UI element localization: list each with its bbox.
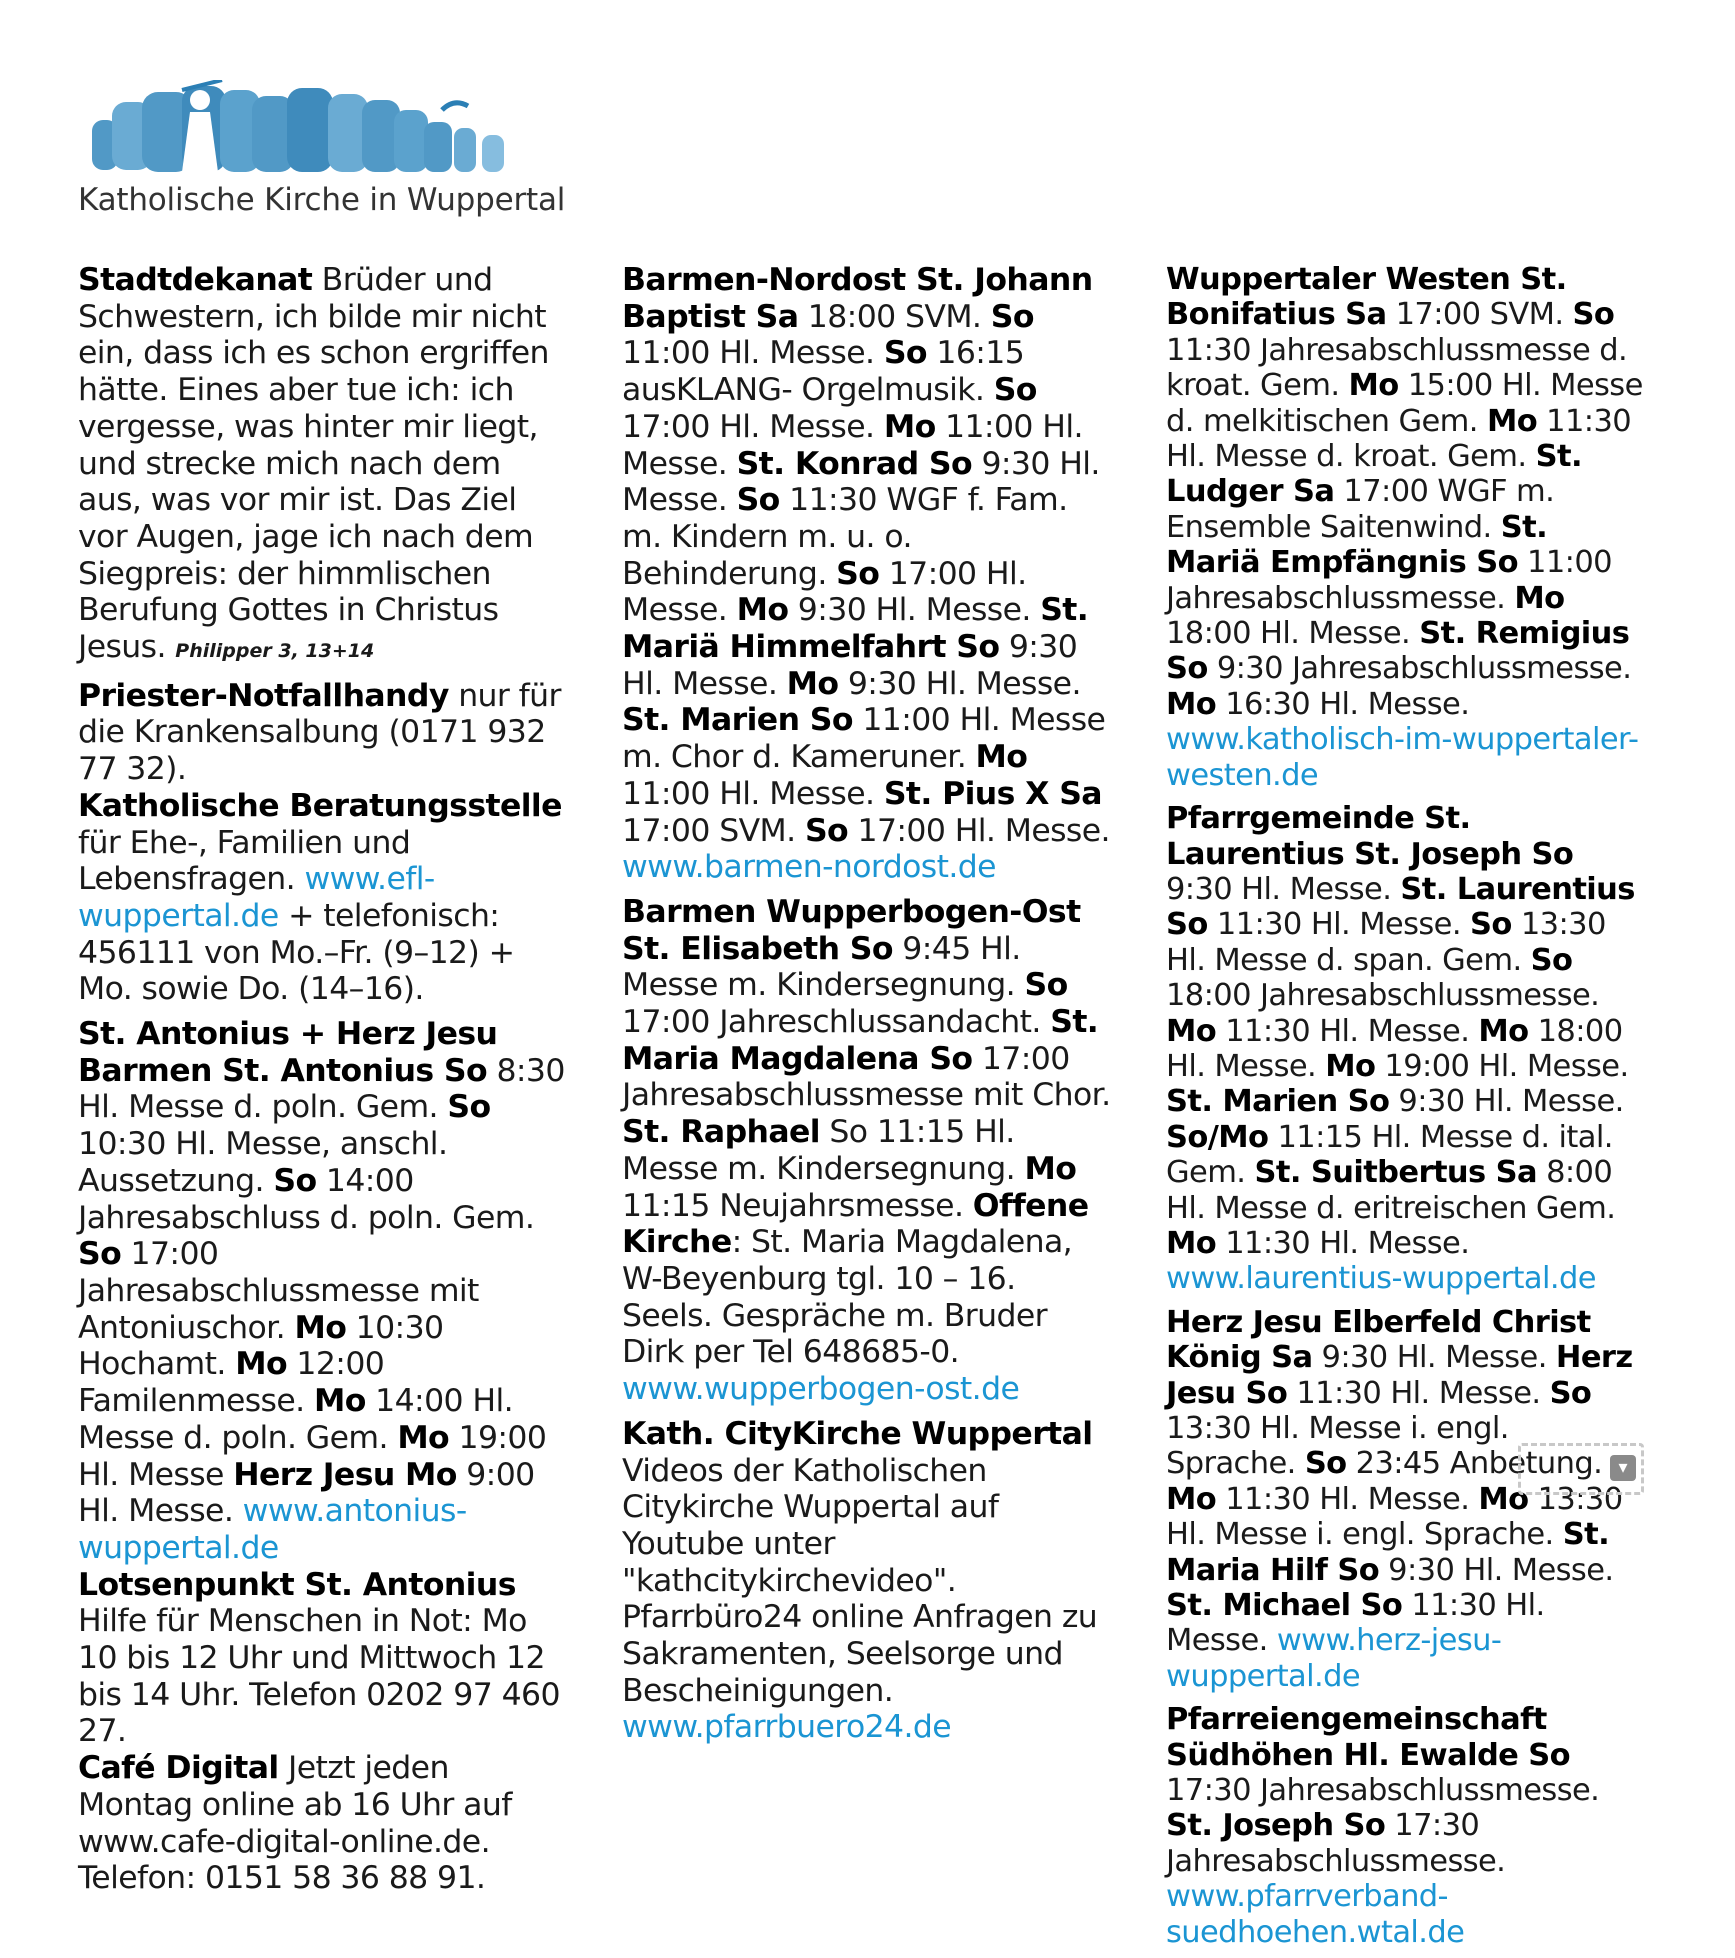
text: 11:30 Hl. Messe. bbox=[1166, 1588, 1545, 1659]
bold-label: Mo bbox=[1166, 1225, 1217, 1261]
chevron-down-icon[interactable]: ▾ bbox=[1610, 1455, 1636, 1481]
bold-label: St. Marien So bbox=[622, 702, 853, 739]
bold-label: So bbox=[990, 298, 1034, 335]
section-title: Kath. CityKirche Wuppertal bbox=[622, 1415, 1093, 1452]
bold-label: Mo bbox=[1478, 1013, 1529, 1049]
text: 9:30 Hl. Messe. bbox=[1166, 871, 1401, 907]
section-title: Lotsenpunkt St. Antonius bbox=[78, 1566, 516, 1603]
bold-label: Mo bbox=[736, 592, 789, 629]
bold-label: So bbox=[1549, 1375, 1592, 1411]
bold-label: Herz Jesu So bbox=[1166, 1340, 1633, 1411]
section-herz-jesu-elberfeld bbox=[1166, 1305, 1646, 1694]
bold-label: Herz Jesu Mo bbox=[233, 1456, 457, 1493]
bible-citation: Philipper 3, 13+14 bbox=[175, 640, 375, 663]
bold-label: St. Joseph So bbox=[1166, 1808, 1386, 1844]
section-text: Jetzt jeden Montag online ab 16 Uhr auf www.cafe-digital-online.de. Telefon: 0151 58 36 88 91. bbox=[78, 1750, 512, 1897]
bold-label: Mo bbox=[1348, 368, 1399, 404]
suedhoehen-link[interactable]: www.pfarrverband-suedhoehen.wtal.de bbox=[1166, 1879, 1465, 1950]
bold-label: St. Remigius So bbox=[1166, 616, 1630, 687]
bold-label: Herz Jesu Elberfeld Christ König Sa bbox=[1166, 1304, 1591, 1376]
bold-label: So bbox=[1530, 942, 1573, 978]
text: 18:00 SVM. bbox=[798, 298, 991, 335]
bold-label: Mo bbox=[1325, 1048, 1376, 1084]
bold-label: So bbox=[273, 1162, 317, 1199]
text: 11:00 Hl. Messe. bbox=[622, 335, 884, 372]
bold-label: Pfarrgemeinde St. Laurentius St. Joseph So bbox=[1166, 801, 1574, 872]
section-text: + telefonisch: 456111 von Mo.–Fr. (9–12) + Mo. sowie Do. (14–16). bbox=[78, 897, 515, 1008]
bold-label: So bbox=[447, 1089, 491, 1126]
text: 11:30 Hl. Messe d. kroat. Gem. bbox=[1166, 403, 1632, 475]
crowd-logo-icon bbox=[82, 80, 532, 180]
text: 18:00 Hl. Messe. bbox=[1166, 616, 1420, 652]
bold-label: So bbox=[1572, 297, 1615, 333]
column-1 bbox=[78, 262, 568, 1905]
bold-label: St. Antonius + Herz Jesu Barmen St. Antonius So bbox=[78, 1016, 498, 1089]
text: 19:00 Hl. Messe bbox=[78, 1419, 547, 1493]
text: 17:00 Hl. Messe. bbox=[622, 408, 884, 445]
section-wupperbogen-ost bbox=[622, 894, 1112, 1408]
section-title: Katholische Beratungsstelle bbox=[78, 787, 562, 824]
text: 9:30 Hl. Messe. bbox=[1312, 1340, 1556, 1376]
section-text: Brüder und Schwestern, ich bilde mir nicht ein, dass ich es schon ergriffen hätte. Eines aber tue ich: ich vergesse, was hinter mir liegt, und strecke mich nach dem aus, was vor mir ist. Das Ziel vor Augen, jage ich nach dem Siegpreis: der himmlischen Berufung Gottes in Christus Jesus. bbox=[78, 262, 549, 666]
section-stadtdekanat bbox=[78, 262, 568, 670]
bold-label: Mo bbox=[1166, 1481, 1217, 1517]
bold-label: Wuppertaler Westen St. Bonifatius Sa bbox=[1166, 262, 1567, 333]
text: 17:00 Jahreschlussandacht. bbox=[622, 1004, 1051, 1041]
bold-label: Offene Kirche bbox=[622, 1187, 1089, 1261]
section-beratungsstelle bbox=[78, 788, 568, 1008]
text: 9:30 Hl. Messe. bbox=[1389, 1084, 1624, 1120]
pfarrbuero24-link[interactable]: www.pfarrbuero24.de bbox=[622, 1709, 952, 1746]
text: 15:00 Hl. Messe d. melkitischen Gem. bbox=[1166, 368, 1643, 439]
bold-label: St. Marien So bbox=[1166, 1084, 1390, 1120]
bold-label: St. Mariä Empfängnis So bbox=[1166, 509, 1548, 581]
text: 17:00 SVM. bbox=[1386, 297, 1573, 333]
bold-label: Mo bbox=[1166, 686, 1217, 722]
section-title: Stadtdekanat bbox=[78, 262, 313, 298]
text: 9:30 Hl. Messe. bbox=[788, 592, 1041, 629]
text: 11:00 Hl. Messe. bbox=[622, 408, 1083, 482]
bold-label: So bbox=[804, 812, 849, 849]
bold-label: So bbox=[1024, 967, 1068, 1004]
text: 11:30 WGF f. Fam. m. Kindern m. u. o. Behinderung. bbox=[622, 482, 1068, 592]
text: 12:00 Familenmesse. bbox=[78, 1346, 385, 1420]
text: 13:30 Hl. Messe i. engl. Sprache. bbox=[1166, 1481, 1623, 1553]
text: 23:45 Anbetung. bbox=[1346, 1446, 1603, 1482]
bold-label: St. Konrad So bbox=[736, 445, 973, 482]
barmen-nordost-link[interactable]: www.barmen-nordost.de bbox=[622, 849, 996, 886]
section-text: Hilfe für Menschen in Not: Mo 10 bis 12 Uhr und Mittwoch 12 bis 14 Uhr. Telefon 0202 97 460 27. bbox=[78, 1603, 560, 1750]
org-name: Katholische Kirche in Wuppertal bbox=[78, 182, 566, 218]
bold-label: Mo bbox=[1478, 1481, 1529, 1517]
section-barmen-nordost bbox=[622, 262, 1112, 886]
bold-label: St. Maria Magdalena So bbox=[622, 1004, 1099, 1077]
text: 17:00 Hl. Messe. bbox=[848, 812, 1110, 849]
text: 18:00 Jahresabschlussmesse. bbox=[1166, 978, 1600, 1014]
bold-label: Pfarreiengemeinschaft Südhöhen Hl. Ewalde So bbox=[1166, 1702, 1571, 1773]
bold-label: Barmen Wupperbogen-Ost St. Elisabeth So bbox=[622, 893, 1081, 967]
text: 9:45 Hl. Messe m. Kindersegnung. bbox=[622, 930, 1025, 1004]
selection-dropdown-widget[interactable] bbox=[1518, 1443, 1644, 1495]
bold-label: Mo bbox=[397, 1419, 450, 1456]
column-3 bbox=[1166, 262, 1646, 1958]
text: 9:30 Jahresabschlussmesse. bbox=[1207, 651, 1632, 687]
text: 14:00 Hl. Messe d. poln. Gem. bbox=[78, 1383, 514, 1456]
section-text: für Ehe-, Familien und Lebensfragen. bbox=[78, 824, 411, 898]
bold-label: Mo bbox=[883, 408, 936, 445]
text: 10:30 Hochamt. bbox=[78, 1309, 444, 1383]
text: 11:15 Hl. Messe d. ital. Gem. bbox=[1166, 1119, 1613, 1191]
text: 10:30 Hl. Messe, anschl. Aussetzung. bbox=[78, 1126, 448, 1199]
bold-label: So/Mo bbox=[1166, 1119, 1269, 1155]
text: 17:30 Jahresabschlussmesse. bbox=[1166, 1808, 1506, 1879]
text: 17:30 Jahresabschlussmesse. bbox=[1166, 1773, 1600, 1809]
logo bbox=[78, 80, 566, 230]
text: 17:00 SVM. bbox=[622, 812, 805, 849]
section-notfallhandy bbox=[78, 678, 568, 788]
bold-label: So bbox=[1304, 1446, 1347, 1482]
bold-label: Mo bbox=[1166, 1013, 1217, 1049]
text: 17:00 Hl. Messe. bbox=[622, 555, 1027, 629]
westen-link[interactable]: www.katholisch-im-wuppertaler-westen.de bbox=[1166, 722, 1639, 793]
text: 11:00 Hl. Messe. bbox=[622, 775, 884, 812]
text: 11:00 Hl. Messe m. Chor d. Kameruner. bbox=[622, 702, 1106, 776]
bold-label: Mo bbox=[313, 1383, 366, 1420]
text: 8:00 Hl. Messe d. eritreischen Gem. bbox=[1166, 1155, 1616, 1226]
bold-label: Mo bbox=[294, 1309, 347, 1346]
bold-label: So bbox=[993, 372, 1037, 409]
bold-label: Mo bbox=[1486, 403, 1538, 439]
bold-label: St. Ludger Sa bbox=[1166, 439, 1582, 510]
efl-link[interactable]: www.efl-wuppertal.de bbox=[78, 861, 435, 934]
wupperbogen-link[interactable]: www.wupperbogen-ost.de bbox=[622, 1371, 1020, 1408]
bold-label: So bbox=[1470, 907, 1512, 943]
text: 9:30 Hl. Messe. bbox=[838, 665, 1081, 702]
text: 16:15 ausKLANG- Orgelmusik. bbox=[622, 335, 1025, 409]
text: 17:00 Jahresabschlussmesse mit Antoniuschor. bbox=[78, 1236, 479, 1346]
section-cafe-digital bbox=[78, 1750, 568, 1897]
bold-label: So bbox=[78, 1236, 122, 1273]
bold-label: St. Raphael bbox=[622, 1114, 820, 1151]
text: 11:30 Hl. Messe. bbox=[1207, 907, 1471, 943]
text: 11:00 Jahresabschlussmesse. bbox=[1166, 545, 1612, 616]
text: : St. Maria Magdalena, W-Beyenburg tgl. 10 – 16. Seels. Gespräche m. Bruder Dirk per Tel 648685-0. bbox=[622, 1224, 1073, 1371]
text: 11:30 Jahresabschlussmesse d. kroat. Gem. bbox=[1166, 332, 1628, 404]
bold-label: So bbox=[883, 335, 927, 372]
bold-label: Mo bbox=[235, 1346, 288, 1383]
laurentius-link[interactable]: www.laurentius-wuppertal.de bbox=[1166, 1261, 1596, 1297]
column-2 bbox=[622, 262, 1112, 1754]
text: 14:00 Jahresabschluss d. poln. Gem. bbox=[78, 1162, 535, 1236]
bold-label: St. Maria Hilf So bbox=[1166, 1517, 1610, 1588]
text: 13:30 Hl. Messe d. span. Gem. bbox=[1166, 907, 1606, 978]
section-lotsenpunkt bbox=[78, 1567, 568, 1751]
bold-label: Mo bbox=[1024, 1150, 1077, 1187]
text: 18:00 Hl. Messe. bbox=[1166, 1013, 1623, 1084]
text: 19:00 Hl. Messe. bbox=[1375, 1048, 1629, 1084]
text: 8:30 Hl. Messe d. poln. Gem. bbox=[78, 1052, 565, 1126]
text: 9:30 Hl. Messe. bbox=[1379, 1552, 1614, 1588]
text: 11:30 Hl. Messe. bbox=[1216, 1225, 1470, 1261]
bold-label: Mo bbox=[975, 739, 1028, 776]
section-st-antonius bbox=[78, 1016, 568, 1567]
text: 17:00 WGF m. Ensemble Saitenwind. bbox=[1166, 474, 1555, 545]
bold-label: St. Laurentius So bbox=[1166, 871, 1635, 943]
bold-label: Mo bbox=[786, 665, 839, 702]
section-text: Videos der Katholischen Citykirche Wuppertal auf Youtube unter "kathcitykirchevideo". Pfarrbüro24 online Anfragen zu Sakramenten, Seelsorge und Bescheinigungen. bbox=[622, 1452, 1098, 1709]
text: 9:00 Hl. Messe. bbox=[78, 1456, 535, 1530]
text: 11:30 Hl. Messe. bbox=[1216, 1481, 1479, 1517]
bold-label: St. Michael So bbox=[1166, 1588, 1403, 1624]
bold-label: Mo bbox=[1514, 580, 1565, 616]
antonius-link[interactable]: www.antonius-wuppertal.de bbox=[78, 1493, 467, 1566]
section-citykirche bbox=[622, 1416, 1112, 1746]
herz-jesu-link[interactable]: www.herz-jesu-wuppertal.de bbox=[1166, 1623, 1502, 1694]
bold-label: St. Pius X Sa bbox=[883, 775, 1102, 812]
text: 11:30 Hl. Messe. bbox=[1216, 1013, 1479, 1049]
bold-label: So bbox=[836, 555, 880, 592]
text: 13:30 Hl. Messe i. engl. Sprache. bbox=[1166, 1411, 1509, 1482]
bold-label: St. Suitbertus Sa bbox=[1254, 1155, 1537, 1191]
section-title: Café Digital bbox=[78, 1750, 279, 1787]
bold-label: Barmen-Nordost St. Johann Baptist Sa bbox=[622, 262, 1093, 335]
text: 11:15 Neujahrsmesse. bbox=[622, 1187, 973, 1224]
section-wuppertaler-westen bbox=[1166, 262, 1646, 793]
section-text: nur für die Krankensalbung (0171 932 77 32). bbox=[78, 677, 561, 788]
text: 9:30 Hl. Messe. bbox=[622, 445, 1100, 519]
text: 16:30 Hl. Messe. bbox=[1216, 686, 1470, 722]
section-suedhoehen bbox=[1166, 1702, 1646, 1950]
bold-label: So bbox=[736, 482, 780, 519]
text: 11:30 Hl. Messe. bbox=[1287, 1375, 1550, 1411]
section-title: Priester-Notfallhandy bbox=[78, 677, 449, 714]
text: So 11:15 Hl. Messe m. Kindersegnung. bbox=[622, 1114, 1025, 1187]
text: 9:30 Hl. Messe. bbox=[622, 629, 1078, 702]
text: 17:00 Jahresabschlussmesse mit Chor. bbox=[622, 1040, 1111, 1114]
bold-label: St. Mariä Himmelfahrt So bbox=[622, 592, 1089, 666]
section-st-laurentius bbox=[1166, 801, 1646, 1297]
